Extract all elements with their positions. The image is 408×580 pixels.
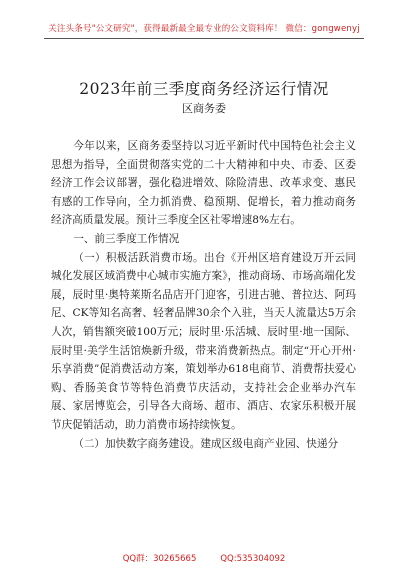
- footer-contact: [0, 552, 408, 564]
- paragraph-consumption: （一）积极活跃消费市场。出台《开州区培育建设万开云同城化发展区域消费中心城市实施方案》，推动商场、市场高端化发展，辰时里·奥特莱斯名品店开门迎客，引进古驰、普拉达、阿玛尼、CK等知名高奢、轻奢品牌30余个入驻，当天人流量达5万余人次，销售额突破100万元；辰时里·乐活城、辰时里·地一国际、辰时里·美学生活馆焕新升级，带来消费新热点。制定“开心开州·乐享消费”促消费活动方案，策划举办618电商节、消费帮扶爱心购、香肠美食节等特色消费节庆活动，支持社会企业举办汽车展、家居博览会，引导各大商场、超市、酒店、农家乐积极开展节庆促销活动，助力消费市场持续恢复。: [51, 251, 356, 431]
- header-banner: 关注头条号"公文研究"，获得最新最全最专业的公文资料库！ 微信：gongwenyj: [48, 24, 360, 34]
- header-divider: [44, 38, 364, 39]
- document-body: [51, 137, 356, 453]
- document-author: 区商务委: [182, 102, 226, 115]
- footer-qq: QQ:535304092: [220, 554, 286, 564]
- section-heading: 一、前三季度工作情况: [73, 232, 180, 245]
- paragraph-digital-commerce: （二）加快数字商务建设。建成区级电商产业园、快递分: [73, 437, 339, 450]
- paragraph-intro: 今年以来，区商务委坚持以习近平新时代中国特色社会主义思想为指导，全面贯彻落实党的二十大精神和中央、市委、区委经济工作会议部署，强化稳进增效、除险清患、改革求变、惠民有感的工作导向，全力抓消费、稳预期、促增长，着力推动商务经济高质量发展。预计三季度全区社零增速8%左右。: [51, 140, 356, 227]
- footer-qq-group: QQ群：30265665: [122, 554, 197, 564]
- document-title: 2023年前三季度商务经济运行情况: [79, 80, 329, 98]
